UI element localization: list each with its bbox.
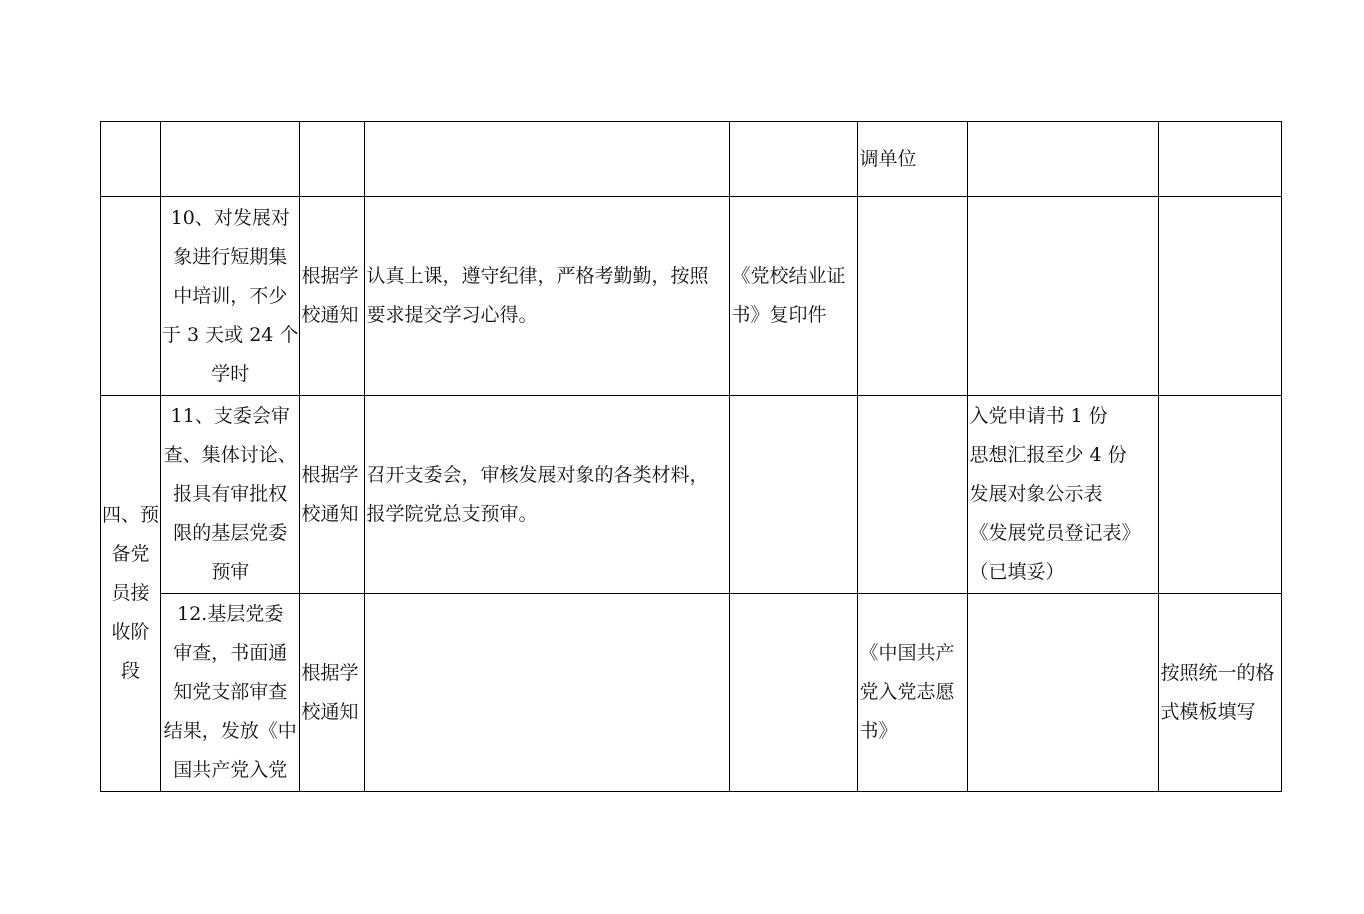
note-cell — [1159, 197, 1282, 396]
basis-cell: 根据学 校通知 — [300, 197, 365, 396]
basis-cell: 根据学 校通知 — [300, 594, 365, 792]
materials-cell: 《党校结业证 书》复印件 — [730, 197, 858, 396]
note-cell — [1159, 122, 1282, 197]
archive-cell: 入党申请书 1 份 思想汇报至少 4 份 发展对象公示表 《发展党员登记表》 （已填妥） — [968, 396, 1159, 594]
step-cell — [161, 122, 300, 197]
materials-cell — [730, 594, 858, 792]
table-row — [101, 122, 1282, 197]
step-cell: 10、对发展对 象进行短期集 中培训，不少 于 3 天或 24 个 学时 — [161, 197, 300, 396]
materials-cell — [730, 396, 858, 594]
table-row — [101, 396, 1282, 594]
note-cell: 按照统一的格 式模板填写 — [1159, 594, 1282, 792]
basis-cell — [300, 122, 365, 197]
requirement-cell: 认真上课，遵守纪律，严格考勤勤，按照 要求提交学习心得。 — [365, 197, 730, 396]
stage-cell-previous — [101, 197, 161, 396]
target-unit-cell: 《中国共产 党入党志愿 书》 — [858, 594, 968, 792]
stage-cell-previous — [101, 122, 161, 197]
archive-cell — [968, 197, 1159, 396]
requirement-cell — [365, 594, 730, 792]
step-cell: 11、支委会审 查、集体讨论、 报具有审批权 限的基层党委 预审 — [161, 396, 300, 594]
target-unit-cell — [858, 197, 968, 396]
archive-cell — [968, 594, 1159, 792]
table-row — [101, 197, 1282, 396]
note-cell — [1159, 396, 1282, 594]
archive-cell — [968, 122, 1159, 197]
requirement-cell — [365, 122, 730, 197]
party-development-table — [100, 121, 1282, 792]
materials-cell — [730, 122, 858, 197]
basis-cell: 根据学 校通知 — [300, 396, 365, 594]
requirement-cell: 召开支委会，审核发展对象的各类材料， 报学院党总支预审。 — [365, 396, 730, 594]
target-unit-cell: 调单位 — [858, 122, 968, 197]
target-unit-cell — [858, 396, 968, 594]
stage-cell: 四、预 备党 员接 收阶 段 — [101, 396, 161, 792]
step-cell: 12.基层党委 审查，书面通 知党支部审查 结果，发放《中 国共产党入党 — [161, 594, 300, 792]
table-row — [101, 594, 1282, 792]
